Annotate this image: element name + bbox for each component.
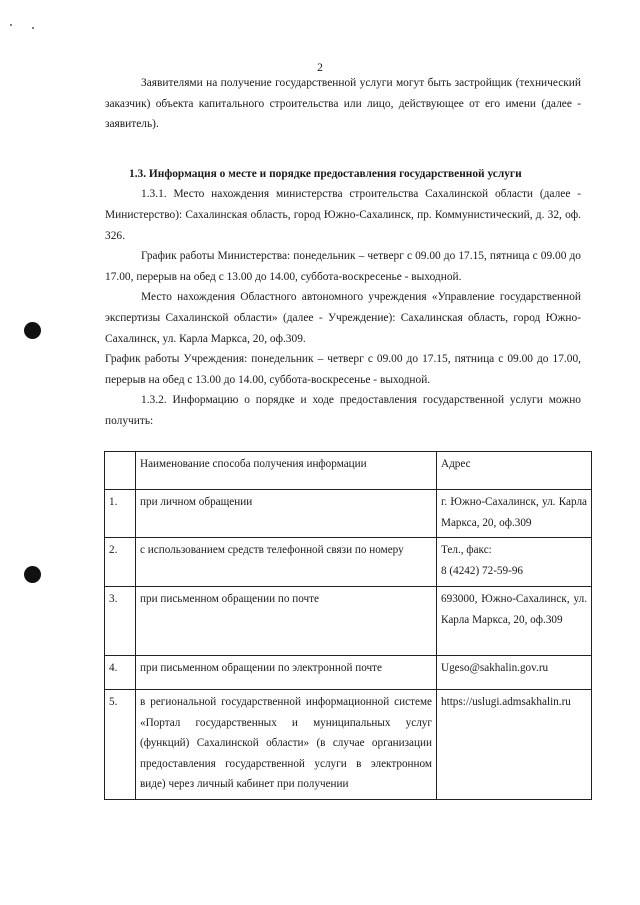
row-method: при письменном обращении по почте (136, 587, 437, 656)
row-method: при письменном обращении по электронной почте (136, 656, 437, 690)
row-number: 1. (105, 490, 136, 538)
header-method-cell: Наименование способа получения информации (136, 452, 437, 490)
scan-speck (10, 24, 12, 26)
table-row (105, 490, 592, 538)
ministry-schedule: График работы Министерства: понедельник – четверг с 09.00 до 17.15, пятница с 09.00 до 17.00, перерыв на обед с 13.00 до 14.00, суббота-воскресенье - выходной. (105, 250, 581, 283)
header-address-cell: Адрес (437, 452, 592, 490)
section-heading: 1.3. Информация о месте и порядке предоставления государственной услуги (129, 167, 522, 180)
row-method: с использованием средств телефонной связи по номеру (136, 538, 437, 587)
row-number: 2. (105, 538, 136, 587)
phone-number: 8 (4242) 72-59-96 (441, 564, 524, 577)
row-number: 5. (105, 690, 136, 800)
institution-schedule: График работы Учреждения: понедельник – четверг с 09.00 до 17.15, пятница с 09.00 до 17.00, перерыв на обед с 13.00 до 14.00, суббота-воскресенье - выходной. (105, 353, 581, 386)
row-address: 693000, Южно-Сахалинск, ул. Карла Маркса, 20, оф.309 (437, 587, 592, 656)
scan-speck (32, 27, 34, 29)
information-methods-table (104, 451, 592, 800)
phone-label: Тел., факс: (441, 544, 492, 556)
row-method: в региональной государственной информационной системе «Портал государственных и муниципальных услуг (функций) Сахалинской области» (в случае организации предоставления государственной услуги в электронном виде) через личный кабинет при получении (136, 690, 437, 800)
document-body (105, 73, 581, 432)
page-number: 2 (317, 62, 323, 74)
row-number: 3. (105, 587, 136, 656)
punch-hole-mark (24, 322, 41, 339)
institution-location: Место нахождения Областного автономного учреждения «Управление государственной экспертизы Сахалинской области» (далее - Учреждение): Сахалинская область, город Южно-Сахалинск, ул. Карла Маркса, 20, оф.309. (105, 291, 581, 345)
punch-hole-mark (24, 566, 41, 583)
table-row (105, 690, 592, 800)
table-row (105, 656, 592, 690)
row-address: г. Южно-Сахалинск, ул. Карла Маркса, 20, оф.309 (437, 490, 592, 538)
paragraph-1-3-2: 1.3.2. Информацию о порядке и ходе предоставления государственной услуги можно получить: (105, 394, 581, 427)
row-portal-url: https://uslugi.admsakhalin.ru (437, 690, 592, 800)
paragraph-1-3-1: 1.3.1. Место нахождения министерства строительства Сахалинской области (далее - Министерство): Сахалинская область, город Южно-Сахалинск, пр. Коммунистический, д. 32, оф. 326. (105, 188, 581, 242)
row-address (437, 538, 592, 587)
table-header-row (105, 452, 592, 490)
table-row (105, 538, 592, 587)
table-row (105, 587, 592, 656)
row-email: Ugeso@sakhalin.gov.ru (437, 656, 592, 690)
row-method: при личном обращении (136, 490, 437, 538)
row-number: 4. (105, 656, 136, 690)
header-number-cell (105, 452, 136, 490)
intro-paragraph: Заявителями на получение государственной услуги могут быть застройщик (технический заказчик) объекта капитального строительства или лицо, действующее от его имени (далее - заявитель). (105, 77, 581, 131)
